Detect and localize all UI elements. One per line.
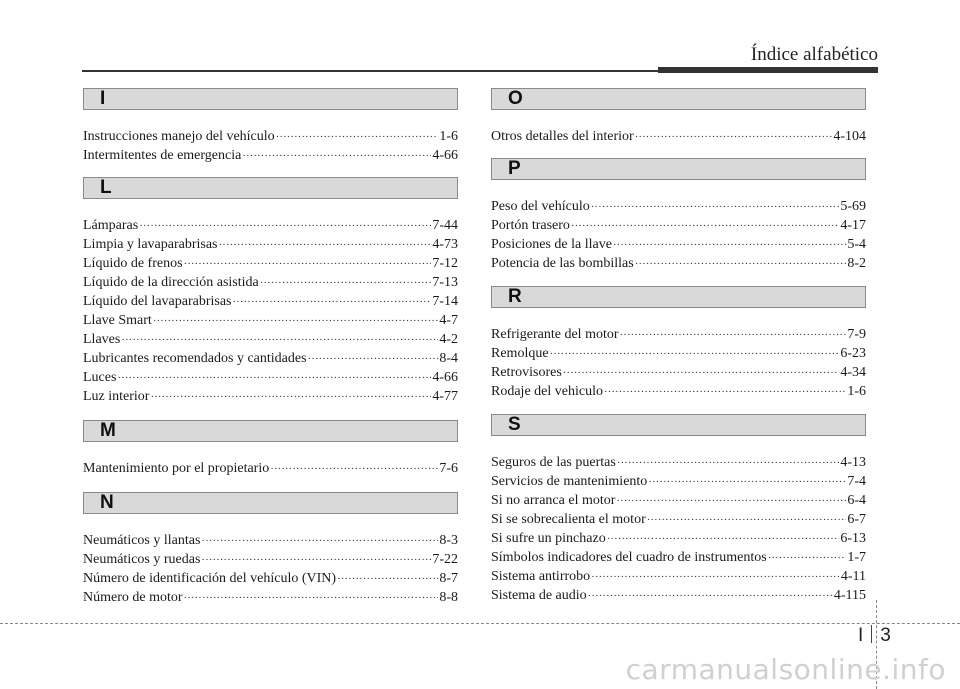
entry-label: Neumáticos y llantas xyxy=(83,533,201,548)
entry-page: 6-23 xyxy=(840,346,866,361)
page-number xyxy=(858,625,891,647)
leader-dots xyxy=(117,369,431,388)
entry-label: Luces xyxy=(83,370,117,385)
entry-page: 7-22 xyxy=(432,552,458,567)
entry-page: 4-73 xyxy=(432,237,458,252)
entry-page: 8-3 xyxy=(439,533,458,548)
entry-label: Intermitentes de emergencia xyxy=(83,148,242,163)
leader-dots xyxy=(604,383,846,402)
leader-dots xyxy=(647,511,847,530)
entry-label: Remolque xyxy=(491,346,549,361)
entry-page: 7-44 xyxy=(432,218,458,233)
leader-dots xyxy=(260,274,432,293)
index-entry xyxy=(491,529,866,548)
entry-page: 4-34 xyxy=(840,365,866,380)
index-entry xyxy=(83,349,458,368)
entry-page: 7-9 xyxy=(847,327,866,342)
leader-dots xyxy=(635,128,833,147)
leader-dots xyxy=(201,551,431,570)
index-entry xyxy=(491,472,866,491)
section-letter-bar: I xyxy=(83,88,458,110)
page-section-letter: I xyxy=(858,625,864,646)
footer-rule xyxy=(0,623,960,624)
entry-page: 4-7 xyxy=(439,313,458,328)
watermark: carmanualsonline.info xyxy=(625,653,946,686)
entry-page: 1-6 xyxy=(847,384,866,399)
leader-dots xyxy=(233,293,432,312)
entry-label: Sistema de audio xyxy=(491,588,587,603)
leader-dots xyxy=(139,217,431,236)
leader-dots xyxy=(588,587,833,606)
index-entry xyxy=(491,548,866,567)
entry-label: Instrucciones manejo del vehículo xyxy=(83,129,275,144)
entry-page: 7-4 xyxy=(847,474,866,489)
index-entry xyxy=(83,292,458,311)
leader-dots xyxy=(613,236,846,255)
entry-page: 5-69 xyxy=(840,199,866,214)
entry-page: 6-4 xyxy=(847,493,866,508)
entry-label: Líquido del lavaparabrisas xyxy=(83,294,232,309)
index-entry xyxy=(491,491,866,510)
leader-dots xyxy=(242,147,431,166)
entry-label: Posiciones de la llave xyxy=(491,237,612,252)
index-entry xyxy=(491,363,866,382)
entry-label: Sistema antirrobo xyxy=(491,569,591,584)
index-column-left xyxy=(83,88,458,607)
index-entry xyxy=(83,550,458,569)
entry-label: Llaves xyxy=(83,332,121,347)
entry-label: Símbolos indicadores del cuadro de instrumentos xyxy=(491,550,767,565)
index-entry xyxy=(491,344,866,363)
section-letter-bar: L xyxy=(83,177,458,199)
leader-dots xyxy=(607,530,840,549)
leader-dots xyxy=(635,255,847,274)
index-column-right xyxy=(491,88,866,605)
section-O xyxy=(491,88,866,146)
entry-label: Lámparas xyxy=(83,218,139,233)
entry-page: 4-115 xyxy=(833,588,866,603)
entry-page: 6-7 xyxy=(847,512,866,527)
leader-dots xyxy=(768,549,847,568)
entry-label: Refrigerante del motor xyxy=(491,327,619,342)
page-number-separator xyxy=(871,625,872,643)
index-entry xyxy=(83,216,458,235)
section-letter-bar: R xyxy=(491,286,866,308)
index-entry xyxy=(491,382,866,401)
section-S xyxy=(491,414,866,605)
index-entry xyxy=(83,588,458,607)
leader-dots xyxy=(308,350,439,369)
section-letter-bar: O xyxy=(491,88,866,110)
leader-dots xyxy=(648,473,846,492)
index-entry xyxy=(83,569,458,588)
entry-label: Lubricantes recomendados y cantidades xyxy=(83,351,307,366)
leader-dots xyxy=(270,460,438,479)
section-letter-bar: M xyxy=(83,420,458,442)
index-entry xyxy=(83,368,458,387)
index-entry xyxy=(83,146,458,165)
index-entry xyxy=(83,273,458,292)
section-I xyxy=(83,88,458,165)
entry-label: Rodaje del vehiculo xyxy=(491,384,603,399)
leader-dots xyxy=(121,331,438,350)
page-number-value: 3 xyxy=(880,625,891,646)
index-entry xyxy=(491,127,866,146)
entry-label: Si se sobrecalienta el motor xyxy=(491,512,646,527)
leader-dots xyxy=(563,364,840,383)
entry-label: Mantenimiento por el propietario xyxy=(83,461,270,476)
entry-page: 4-2 xyxy=(439,332,458,347)
index-entry xyxy=(83,311,458,330)
entry-page: 1-6 xyxy=(439,129,458,144)
entry-page: 4-66 xyxy=(432,148,458,163)
leader-dots xyxy=(337,570,438,589)
leader-dots xyxy=(591,568,840,587)
leader-dots xyxy=(617,454,840,473)
index-entry xyxy=(83,531,458,550)
index-entry xyxy=(83,330,458,349)
index-entry xyxy=(83,254,458,273)
index-entry xyxy=(491,567,866,586)
leader-dots xyxy=(184,255,432,274)
entry-page: 6-13 xyxy=(840,531,866,546)
entry-page: 4-104 xyxy=(833,129,866,144)
entry-label: Limpia y lavaparabrisas xyxy=(83,237,218,252)
entry-page: 4-11 xyxy=(840,569,866,584)
entry-label: Peso del vehículo xyxy=(491,199,590,214)
index-entry xyxy=(83,459,458,478)
index-entry xyxy=(83,235,458,254)
leader-dots xyxy=(571,217,839,236)
entry-label: Retrovisores xyxy=(491,365,562,380)
index-entry xyxy=(491,586,866,605)
leader-dots xyxy=(153,312,439,331)
index-entry xyxy=(491,197,866,216)
index-entry xyxy=(491,216,866,235)
entry-page: 4-13 xyxy=(840,455,866,470)
section-L xyxy=(83,177,458,406)
entry-page: 7-12 xyxy=(432,256,458,271)
entry-page: 8-4 xyxy=(439,351,458,366)
section-P xyxy=(491,158,866,273)
entry-label: Líquido de la dirección asistida xyxy=(83,275,259,290)
leader-dots xyxy=(201,532,438,551)
entry-page: 7-14 xyxy=(432,294,458,309)
entry-page: 8-2 xyxy=(847,256,866,271)
leader-dots xyxy=(620,326,847,345)
entry-page: 7-6 xyxy=(439,461,458,476)
index-entry xyxy=(491,254,866,273)
entry-page: 8-8 xyxy=(439,590,458,605)
index-entry xyxy=(83,387,458,406)
section-letter-bar: S xyxy=(491,414,866,436)
section-letter-bar: P xyxy=(491,158,866,180)
leader-dots xyxy=(184,589,439,608)
leader-dots xyxy=(219,236,432,255)
section-M xyxy=(83,420,458,478)
entry-label: Número de identificación del vehículo (VIN) xyxy=(83,571,337,586)
section-letter-bar: N xyxy=(83,492,458,514)
entry-label: Si sufre un pinchazo xyxy=(491,531,606,546)
entry-label: Seguros de las puertas xyxy=(491,455,616,470)
entry-label: Si no arranca el motor xyxy=(491,493,616,508)
index-entry xyxy=(491,510,866,529)
entry-label: Luz interior xyxy=(83,389,150,404)
index-entry xyxy=(83,127,458,146)
entry-page: 5-4 xyxy=(847,237,866,252)
entry-label: Potencia de las bombillas xyxy=(491,256,634,271)
entry-label: Portón trasero xyxy=(491,218,570,233)
section-N xyxy=(83,492,458,607)
entry-label: Líquido de frenos xyxy=(83,256,183,271)
header-rule-accent xyxy=(658,67,878,73)
index-entry xyxy=(491,235,866,254)
entry-label: Servicios de mantenimiento xyxy=(491,474,648,489)
leader-dots xyxy=(591,198,840,217)
leader-dots xyxy=(276,128,439,147)
leader-dots xyxy=(550,345,840,364)
entry-label: Número de motor xyxy=(83,590,183,605)
leader-dots xyxy=(616,492,846,511)
entry-page: 4-17 xyxy=(840,218,866,233)
entry-page: 7-13 xyxy=(432,275,458,290)
entry-label: Llave Smart xyxy=(83,313,152,328)
entry-page: 8-7 xyxy=(439,571,458,586)
entry-label: Otros detalles del interior xyxy=(491,129,634,144)
index-entry xyxy=(491,453,866,472)
section-R xyxy=(491,286,866,401)
entry-page: 1-7 xyxy=(847,550,866,565)
index-entry xyxy=(491,325,866,344)
page-header-title: Índice alfabético xyxy=(750,44,878,65)
entry-label: Neumáticos y ruedas xyxy=(83,552,201,567)
leader-dots xyxy=(150,388,431,407)
entry-page: 4-77 xyxy=(432,389,458,404)
entry-page: 4-66 xyxy=(432,370,458,385)
